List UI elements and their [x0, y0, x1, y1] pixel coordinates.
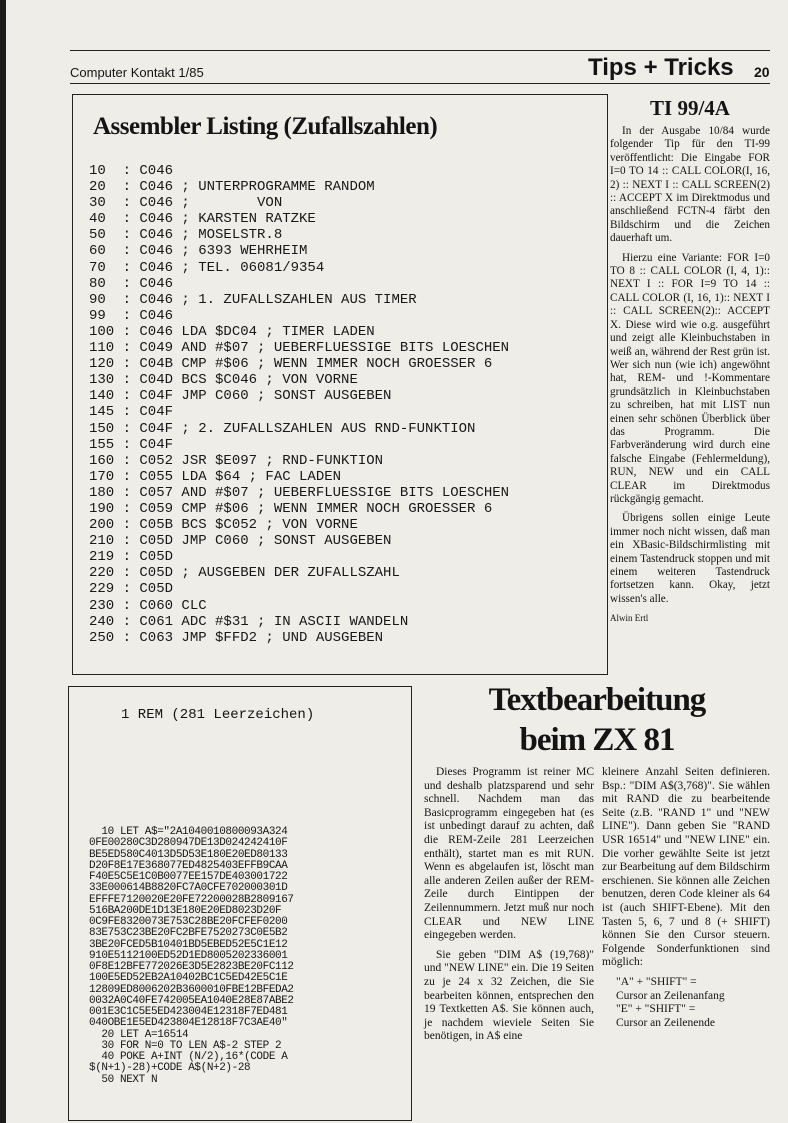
assembler-listing-box	[72, 94, 608, 675]
ti994a-article	[610, 96, 770, 632]
zx81-paragraph: kleinere Anzahl Seiten definieren. Bsp.: "DIM A$(3,768)". Sie wählen mit RAND die zu bearbeitende Seite (z.B. "RAND 1" und "NEW LINE"). Dann geben Sie "RAND USR 16514" und "NEW LINE" ein. Die vorher gewählte Seite ist jetzt zur Bearbeitung auf dem Bildschirm erschienen. Sie können alle Zeichen benutzen, deren Code kleiner als 64 ist (auch SHIFT-Ebene). Mit den Tasten 5, 6, 7 und 8 (+ SHIFT) können Sie den Cursor steuern. Folgende Sonderfunktionen sind möglich:	[602, 766, 770, 969]
assembler-code: 10 : C046 20 : C046 ; UNTERPROGRAMME RANDOM 30 : C046 ; VON 40 : C046 ; KARSTEN RATZKE 50 : C046 ; MOSELSTR.8 60 : C046 ; 6393 WEHRHEIM 70 : C046 ; TEL. 06081/9354 80 : C046 90 : C046 ; 1. ZUFALLSZAHLEN AUS TIMER 99 : C046 100 : C046 LDA $DC04 ; TIMER LADEN 110 : C049 AND #$07 ; UEBERFLUESSIGE BITS LOESCHEN 120 : C04B CMP #$06 ; WENN IMMER NOCH GROESSER 6 130 : C04D BCS $C046 ; VON VORNE 140 : C04F JMP C060 ; SONST AUSGEBEN 145 : C04F 150 : C04F ; 2. ZUFALLSZAHLEN AUS RND-FUNKTION 155 : C04F 160 : C052 JSR $E097 ; RND-FUNKTION 170 : C055 LDA $64 ; FAC LADEN 180 : C057 AND #$07 ; UEBERFLUESSIGE BITS LOESCHEN 190 : C059 CMP #$06 ; WENN IMMER NOCH GROESSER 6 200 : C05B BCS $C052 ; VON VORNE 210 : C05D JMP C060 ; SONST AUSGEBEN 219 : C05D 220 : C05D ; AUSGEBEN DER ZUFALLSZAHL 229 : C05D 230 : C060 CLC 240 : C061 ADC #$31 ; IN ASCII WANDELN 250 : C063 JMP $FFD2 ; UND AUSGEBEN	[89, 163, 510, 646]
special-key-line: Cursor an Zeilenanfang	[616, 989, 725, 1002]
zx81-paragraph: Dieses Programm ist reiner MC und deshalb platzsparend und sehr schnell. Nachdem man das Basicprogramm eingegeben hat (es ist unbedingt darauf zu achten, daß die REM-Zeile 281 Leerzeichen enthält), startet man es mit RUN. Wenn es abgelaufen ist, löscht man alle anderen Zeilen außer der REM-Zeile durch Eintippen der Zeilennummern. Jetzt muß nur noch CLEAR und NEW LINE eingegeben werden.	[424, 766, 594, 942]
section-title: Tips + Tricks	[588, 54, 734, 81]
header-rule-bottom	[70, 83, 770, 84]
assembler-title: Assembler Listing (Zufallszahlen)	[93, 113, 438, 140]
binding-edge	[0, 0, 6, 1123]
header-rule-top	[70, 50, 770, 51]
page-number: 20	[754, 64, 770, 80]
ti994a-paragraph: Hierzu eine Variante: FOR I=0 TO 8 :: CALL COLOR (I, 4, 1):: NEXT I :: FOR I=9 TO 14 :: CALL COLOR (I, 16, 1):: NEXT I :: CALL SCREEN(2):: ACCEPT X. Diese wird wie o.g. ausgeführt und zeigt alle Kleinbuchstaben in weiß an, während der Rest grün ist. Wer sich nun (wie ich) angewöhnt hat, REM- und !-Kommentare grundsätzlich in Kleinbuchstaben zu schreiben, hat mit LIST nun einen sehr schönen Überblick über das Programm. Die Farbveränderung wird durch eine falsche Eingabe (Fehlermeldung), RUN, NEW und ein CALL CLEAR im Direktmodus rückgängig gemacht.	[610, 251, 770, 505]
zx81-article-title	[424, 680, 770, 760]
ti994a-paragraph: In der Ausgabe 10/84 wurde folgender Tip für den TI-99 veröffentlicht: Die Eingabe FOR I=0 TO 14 :: CALL COLOR(I, 16, 2) :: NEXT I :: CALL SCREEN(2) :: ACCEPT X im Direktmodus und anschließend FCTN-4 färbt den Bildschirm und die Zeichen dauerhaft um.	[610, 125, 770, 245]
ti994a-paragraph: Übrigens sollen einige Leute immer noch nicht wissen, daß man ein XBasic-Bildschirmlisting mit einem Tastendruck stoppen und mit einem weiteren Tastendruck fortsetzen kann. Okay, jetzt wissen's alle.	[610, 512, 770, 605]
zx81-title-line2: beim ZX 81	[519, 722, 675, 758]
zx81-paragraph: Sie geben "DIM A$ (19,768)" und "NEW LINE" ein. Die 19 Seiten zu je 24 x 32 Zeichen, die Sie bearbeiten können, entsprechen den 19 Textketten A$. Sie können auch, je nachdem wieviele Seiten Sie benötigen, in A$ eine	[424, 948, 594, 1043]
page-header	[70, 50, 770, 84]
zx81-listing-box	[68, 686, 412, 1121]
zx81-title-line1: Textbearbeitung	[488, 682, 706, 718]
ti994a-author: Alwin Ertl	[610, 613, 649, 624]
rem-line: 1 REM (281 Leerzeichen)	[121, 707, 315, 723]
zx81-article-left-column	[424, 766, 594, 1050]
zx81-code: 10 LET A$="2A1040010800093A324 0FE00280C3D280947DE13D024242410F BE5ED580C4013D5D53E180E20ED80133 D20F8E17E368077ED4825403EFFB9CAA F40E5C5E1C0B0077EE157DE403001722 33E000614B8820FC7A0CFE702000301D EFFFE7120020E20FE72200028B2809167 516BA200DE1D13E180E20ED8023D20F 0C9FE8320073E753C28BE20FCFEF0200 83E753C23BE20FC2BFE7520273C0E5B2 3BE20FCED5B10401BD5EBED52E5C1E12 910E5112100ED52D1ED8005202336001 0F8E12BFE772026E3D5E2823BE20FC112 100E5ED52EB2A10402BC1C5ED42E5C1E 12809ED8006202B3600010FBE12BFEDA2 0032A0C40FE742005EA1040E28E87ABE2 001E3C1C5E5ED423004E12318F7ED481 040OBE1E5ED423804E12818F7C3AE40" 20 LET A=16514 30 FOR N=0 TO LEN A$-2 STEP 2 40 POKE A+INT (N/2),16*(CODE A $(N+1)-28)+CODE A$(N+2)-28 50 NEXT N	[89, 826, 294, 1086]
special-key-line: "A" + "SHIFT" =	[616, 975, 697, 988]
special-key-line: "E" + "SHIFT" =	[616, 1003, 696, 1016]
magazine-issue: Computer Kontakt 1/85	[70, 65, 204, 80]
special-key-line: Cursor an Zeilenende	[616, 1016, 715, 1029]
zx81-article-right-column	[602, 766, 770, 1030]
ti994a-heading: TI 99/4A	[650, 96, 730, 120]
